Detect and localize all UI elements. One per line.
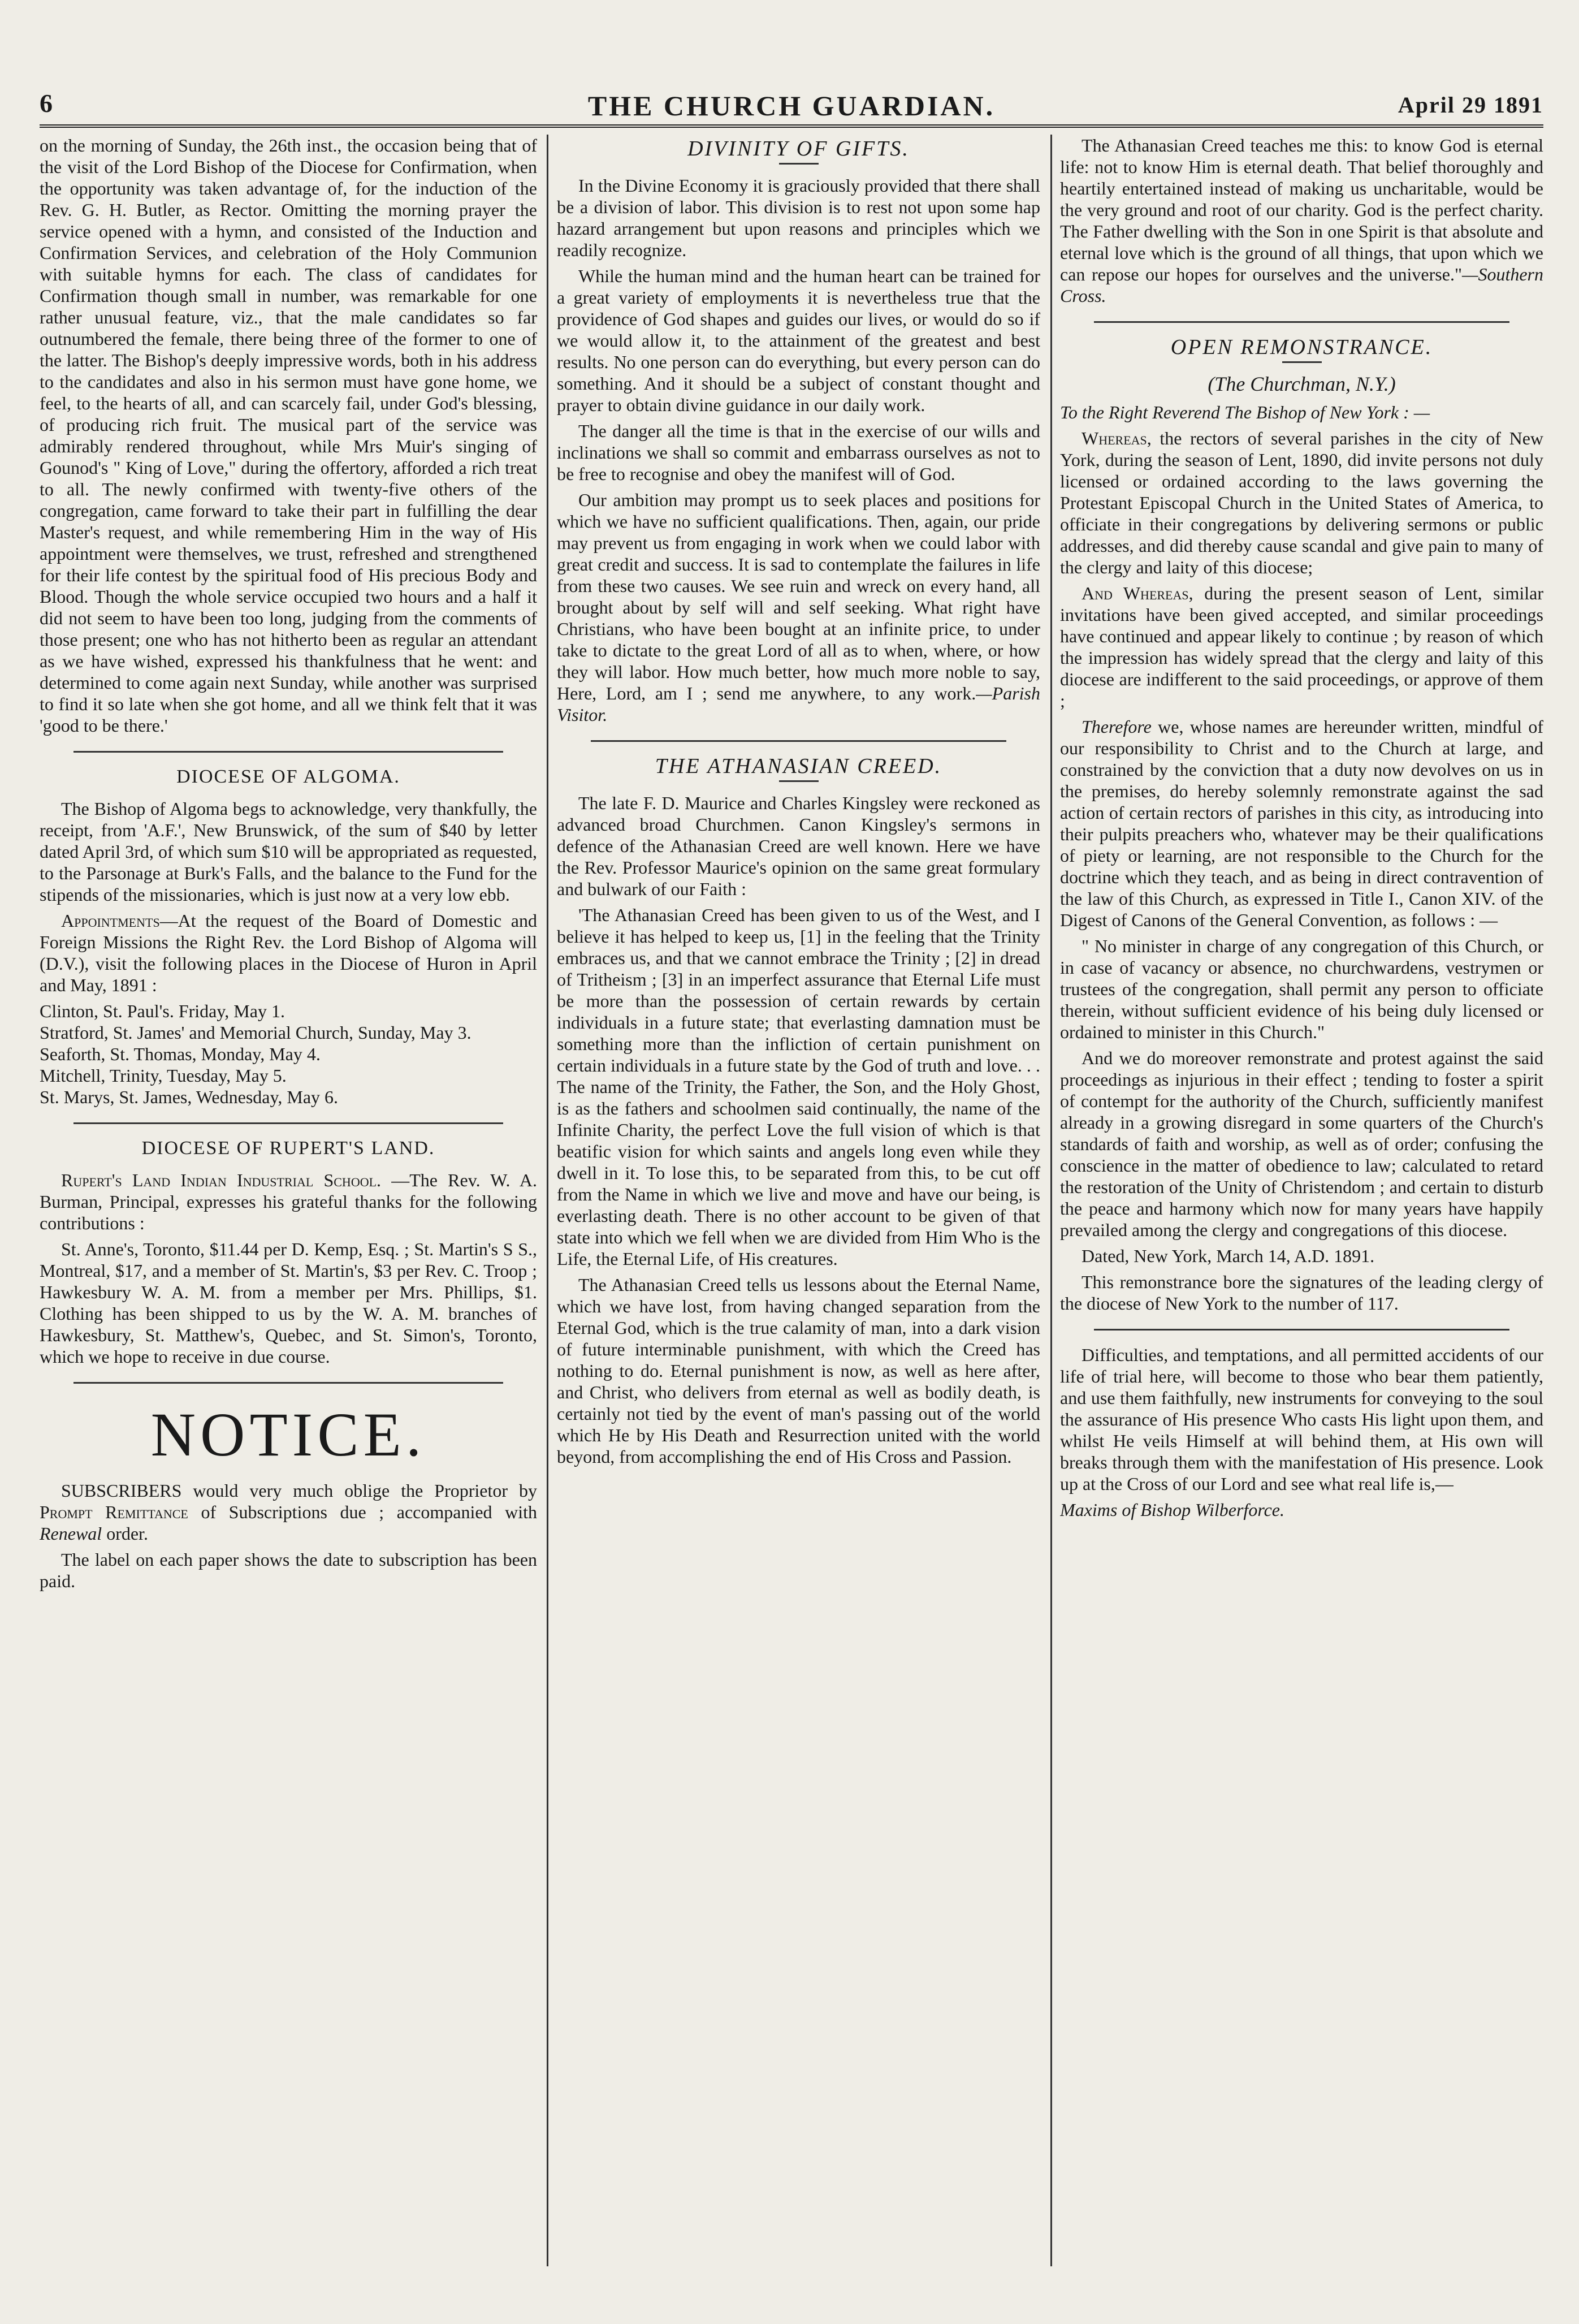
notice-label-text: The label on each paper shows the date to subscription has been paid.	[40, 1549, 537, 1591]
issue-date: April 29 1891	[1398, 92, 1543, 118]
moreover-paragraph: And we do moreover remonstrate and protest against the said proceedings as injurious in their effect ; tending to foster a spirit of contempt for the authority of the Church, sufficiently manifest already in a growing disregard in some quarters of the Church's standards of faith and worship, as well as of order; confusing the conscience in the matter of obedience to law; calculated to retard the restoration of the Unity of Christendom ; and certain to disturb the peace and harmony which now for many years have happily prevailed among the clergy and congregations of this diocese.	[1060, 1048, 1543, 1240]
article-continuation: on the morning of Sunday, the 26th inst., the occasion being that of the visit of the Lord Bishop of the Diocese for Confirmation, when the opportunity was taken advantage of, for the induction of the Rev. G. H. Butler, as Rector. Omitting the morning prayer the service opened with a hymn, and consisted of the Induction and Confirmation Services, and celebration of the Holy Communion with suitable hymns for each. The class of candidates for Confirmation though small in number, was remarkable for one rather unusual feature, viz., that the male candidates so far outnumbered the female, there being three of the former to one of the latter. The Bishop's deeply impressive words, both in his address to the candidates and also in his sermon must have gone home, we feel, to the hearts of all, and can scarcely fail, under God's blessing, of producing rich fruit. The musical part of the service was admirably rendered throughout, while Mrs Muir's singing of Gounod's " King of Love," during the offertory, afforded a rich treat to all. The newly confirmed with twenty-five others of the congregation, came forward to take their part in fulfilling the dear Master's request, and while remembering Him in the way of His appointment were themselves, we trust, refreshed and strengthened for their life contest by the spiritual food of His precious Body and Blood. Though the whole service occupied two hours and a half it did not seem to have been too long, judging from the comments of those present; one who has not hitherto been as regular an attendant as we have wished, expressed his thankfulness that he went: and determined to come again next Sunday, while another was surprised to find it so late when she got home, and all we think felt that it was 'good to be there.'	[40, 135, 537, 736]
gifts-source: —Parish Visitor.	[557, 683, 1040, 725]
creed-paragraph: 'The Athanasian Creed has been given to us of the West, and I believe it has helped to keep us, [1] in the feeling that the Trinity embraces us, and that we cannot embrace the Trinity ; [2] in dread of Tritheism ; [3] in an imperfect assurance that Eternal Life must be more than the possession of certain rewards by certain individuals in a future state; that everlasting damnation must be something more than the infliction of certain punishment on certain individuals in a future state by the God of truth and love. . . The name of the Trinity, the Father, the Son, and the Holy Ghost, is as the fathers and schoolmen said continually, the name of the Infinite Charity, the perfect Love the full vision of which is that beatific vision for which saints and angels long even while they dwell in it. To lose this, to be separated from this, to be cut off from the Name in which we live and move and have our being, is everlasting death. There is no other account to be given of that state into which we fell when we are divided from Him Who is the Life, the Eternal Life, of His creatures.	[557, 905, 1040, 1269]
paper-title: THE CHURCH GUARDIAN.	[587, 90, 996, 122]
remonstrance-address: To the Right Reverend The Bishop of New York : —	[1060, 402, 1430, 422]
heading-dash	[779, 163, 819, 165]
appointments-text: —At the request of the Board of Domestic and Foreign Missions the Right Rev. the Lord Bishop of Algoma will (D.V.), visit the following places in the Diocese of Huron in April and May, 1891 :	[40, 910, 537, 995]
column-rule-1	[547, 135, 548, 2266]
notice-text-mid: of Subscriptions due ; accompanied with	[201, 1502, 537, 1522]
notice-text-start: SUBSCRIBERS would very much oblige the Proprietor by	[61, 1480, 537, 1501]
section-divider	[1094, 1329, 1509, 1331]
notice-text-end: order.	[106, 1523, 148, 1544]
column-3	[1060, 135, 1543, 2266]
whereas-text: the rectors of several parishes in the city of New York, during the season of Lent, 1890, did invite persons not duly licensed or ordained according to the laws governing the Protestant Episcopal Church in the United States of America, to officiate in their congregations by delivering sermons or public addresses, and did thereby cause scandal and give pain to many of the clergy and laity of this diocese;	[1060, 428, 1543, 577]
creed-source: —Southern Cross.	[1060, 264, 1543, 306]
section-divider	[73, 1382, 503, 1384]
column-rule-2	[1050, 135, 1052, 2266]
whereas-label: And Whereas,	[1081, 583, 1193, 603]
notice-text	[40, 1480, 537, 1544]
rupert-text: —The Rev. W. A. Burman, Principal, expresses his grateful thanks for the following contributions :	[40, 1170, 537, 1233]
creed-paragraph: The late F. D. Maurice and Charles Kingsley were reckoned as advanced broad Churchmen. Canon Kingsley's sermons in defence of the Athanasian Creed are well known. Here we have the Rev. Professor Maurice's opinion on the same great formulary and bulwark of our Faith :	[557, 793, 1040, 899]
creed-heading: THE ATHANASIAN CREED.	[655, 754, 942, 778]
visit-item: Mitchell, Trinity, Tuesday, May 5.	[40, 1065, 287, 1086]
appointments-label: Appointments	[61, 910, 160, 931]
algoma-acknowledgement: The Bishop of Algoma begs to acknowledge, very thankfully, the receipt, from 'A.F.', New Brunswick, of the sum of $40 by letter dated April 3rd, of which sum $10 will be appropriated as requested, to the Parsonage at Burk's Falls, and the balance to the Fund for the stipends of the missionaries, which is just now at a very low ebb.	[40, 798, 537, 905]
therefore-label: Therefore	[1081, 716, 1152, 737]
prompt-remittance: Prompt Remittance	[40, 1502, 188, 1522]
canon-quote: " No minister in charge of any congregation of this Church, or in case of vacancy or absence, no churchwardens, vestrymen or trustees of the congregation, shall permit any person to officiate therein, without sufficient evidence of his being duly licensed or ordained to minister in this Church."	[1060, 936, 1543, 1042]
signatures-line: This remonstrance bore the signatures of the leading clergy of the diocese of New York to the number of 117.	[1060, 1272, 1543, 1314]
heading-dash	[779, 780, 819, 782]
algoma-appointments	[40, 910, 537, 996]
column-2	[557, 135, 1040, 2266]
algoma-heading: DIOCESE OF ALGOMA.	[176, 766, 400, 787]
maxims-source: Maxims of Bishop Wilberforce.	[1060, 1500, 1284, 1520]
whereas-paragraph	[1060, 582, 1543, 711]
whereas-paragraph	[1060, 427, 1543, 578]
section-divider	[591, 740, 1006, 742]
visit-item: Seaforth, St. Thomas, Monday, May 4.	[40, 1044, 321, 1064]
section-divider	[1094, 321, 1509, 323]
remonstrance-source: (The Churchman, N.Y.)	[1208, 373, 1396, 395]
renewal-word: Renewal	[40, 1523, 102, 1544]
visit-item: St. Marys, St. James, Wednesday, May 6.	[40, 1087, 339, 1107]
remonstrance-heading: OPEN REMONSTRANCE.	[1170, 335, 1433, 359]
gifts-paragraph: In the Divine Economy it is graciously provided that there shall be a division of labor. This division is to rest not upon some hap hazard arrangement but upon reasons and principles which we readily recognize.	[557, 175, 1040, 260]
section-divider	[73, 1122, 503, 1124]
whereas-text: during the present season of Lent, similar invitations have been gived accepted, and similar proceedings have continued and appear likely to continue ; by reason of which the impression has widely spread that the clergy and laity of this diocese are indifferent to the said proceedings, or approve of them ;	[1060, 583, 1543, 711]
therefore-paragraph	[1060, 716, 1543, 931]
gifts-text: Our ambition may prompt us to seek places and positions for which we have no sufficient qualifications. Then, again, our pride may prevent us from engaging in work when we could labor with great credit and success. It is sad to contemplate the failures in life from these two causes. We see ruin and wreck on every hand, all brought about by self will and self seeking. What right have Christians, who have been bought at an infinite price, to under take to dictate to the great Lord of all as to when, where, or how they will labor. How much better, how much more noble to say, Here, Lord, am I ; send me anywhere, to any work.	[557, 490, 1040, 703]
creed-continuation	[1060, 135, 1543, 306]
gifts-paragraph: The danger all the time is that in the exercise of our wills and inclinations we shall so commit and embarrass ourselves as not to be free to recognise and obey the manifest will of God.	[557, 421, 1040, 484]
column-1	[40, 135, 537, 2266]
creed-cont-text: The Athanasian Creed teaches me this: to know God is eternal life: not to know Him is eternal death. That belief thoroughly and heartily entertained instead of making us uncharitable, would be the very ground and root of our charity. God is the perfect charity. The Father dwelling with the Son in one Spirit is that absolute and eternal love which is the ground of all things, that upon which we can repose our hopes for ourselves and the universe."	[1060, 135, 1543, 284]
page-header	[40, 85, 1543, 128]
rupert-contributions: St. Anne's, Toronto, $11.44 per D. Kemp, Esq. ; St. Martin's S S., Montreal, $17, and a member of St. Martin's, $3 per Rev. C. Troop ; Hawkesbury W. A. M. from a member per Mrs. Phillips, $1. Clothing has been shipped to us by the W. A. M. branches of Hawkesbury, St. Matthew's, Quebec, and St. Simon's, Toronto, which we hope to receive in due course.	[40, 1239, 537, 1367]
gifts-paragraph	[557, 489, 1040, 725]
section-divider	[73, 751, 503, 753]
visit-item: Stratford, St. James' and Memorial Church, Sunday, May 3.	[40, 1022, 471, 1043]
creed-paragraph: The Athanasian Creed tells us lessons about the Eternal Name, which we have lost, from having changed separation from the Eternal God, which is the true calamity of man, into a dark vision of future interminable punishment, with which the Creed has nothing to do. Eternal punishment is now, as well as here after, and Christ, who delivers from eternal as well as bodily death, is certainly not tied by the event of man's passing out of the world which He by His Death and Resurrection united with the world beyond, from accomplishing the end of His Cross and Passion.	[557, 1275, 1040, 1467]
whereas-label: Whereas,	[1081, 428, 1152, 448]
maxims-paragraph: Difficulties, and temptations, and all permitted accidents of our life of trial here, will become to those who bear them patiently, and use them faithfully, new instruments for conveying to the soul the assurance of His presence Who casts His light upon them, and whilst He veils Himself at will behind them, at His own will breaks through them with the manifestation of His presence. Look up at the Cross of our Lord and see what real life is,—	[1060, 1345, 1543, 1494]
therefore-text: we, whose names are hereunder written, mindful of our responsibility to Christ and to the Church at large, and constrained by the conviction that a duty now devolves on us in the premises, do hereby solemnly remonstrate against the sad action of certain rectors of parishes in this city, as introducing into their pulpits preachers who, whatever may be their qualifications of piety or learning, are not responsible to the Church for the doctrine which they teach, and as being in direct contravention of the law of this Church, as expressed in Title I., Canon XIV. of the Digest of Canons of the General Convention, as follows : —	[1060, 716, 1543, 930]
dated-line: Dated, New York, March 14, A.D. 1891.	[1081, 1246, 1375, 1266]
page-number: 6	[40, 89, 53, 118]
notice-heading: NOTICE.	[150, 1400, 426, 1469]
rupert-school	[40, 1169, 537, 1234]
visit-item: Clinton, St. Paul's. Friday, May 1.	[40, 1001, 285, 1021]
rupert-heading: DIOCESE OF RUPERT'S LAND.	[141, 1138, 435, 1159]
gifts-paragraph: While the human mind and the human heart can be trained for a great variety of employments it is nevertheless true that the providence of God shapes and guides our lives, or would do so if we would allow it, to the attainment of the greatest and best results. No one person can do everything, but every person can do something. And it should be a subject of constant thought and prayer to obtain divine guidance in our daily work.	[557, 266, 1040, 415]
rupert-label: Rupert's Land Indian Industrial School.	[61, 1170, 382, 1190]
heading-dash	[1282, 361, 1322, 363]
gifts-heading: DIVINITY OF GIFTS.	[687, 137, 910, 161]
